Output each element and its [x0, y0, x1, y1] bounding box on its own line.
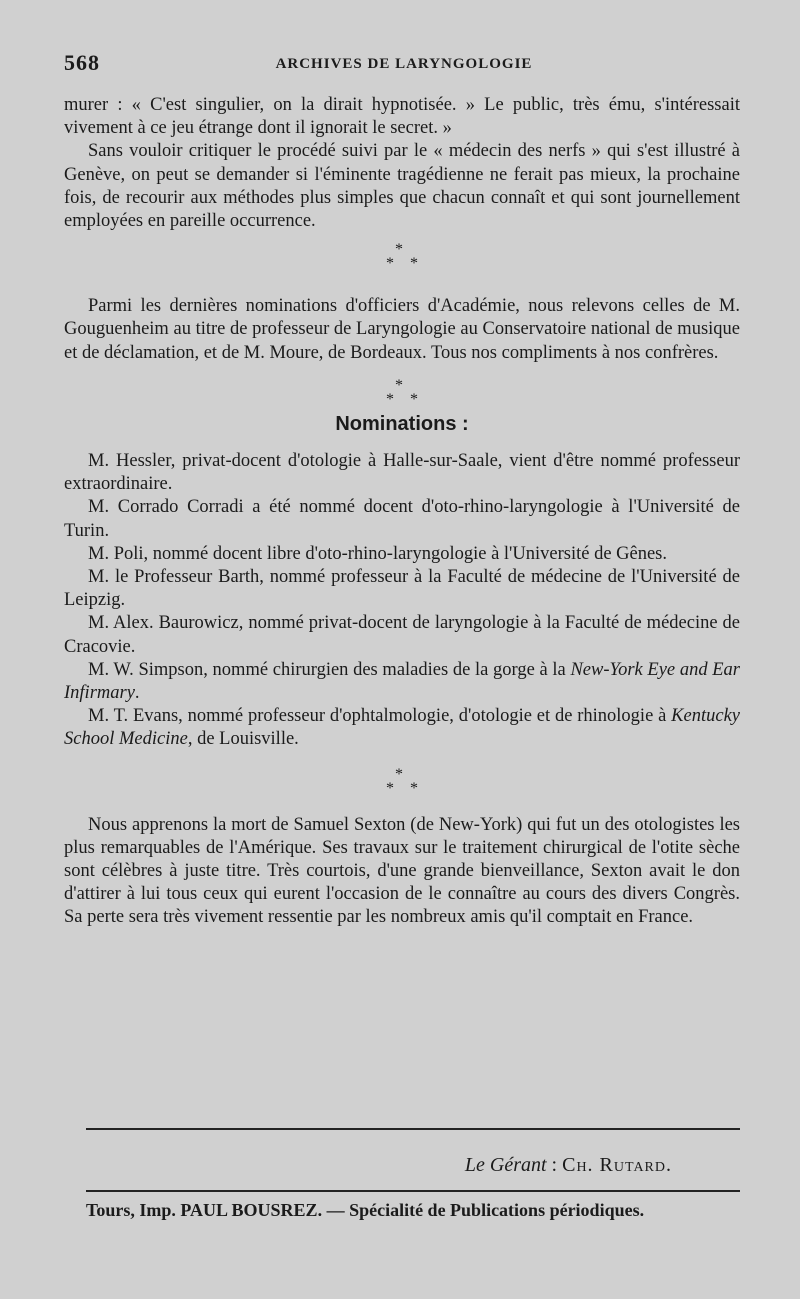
nomination-item [64, 659, 740, 705]
separator-top-star: * [395, 376, 409, 394]
paragraph-critique: Sans vouloir critiquer le procédé suivi par le « médecin des nerfs » qui s'est illustré à Genève, on peut se demander si l'éminente tragédienne ne ferait pas mieux, la prochaine fois, de recourir aux méthodes plus simples que chacun connaît et qui sont journellement employées en pareille occurrence. [64, 141, 740, 232]
separator-top-star: * [395, 765, 409, 783]
nomination-item [64, 705, 740, 751]
institution-name: Kentucky School Medicine [64, 706, 740, 750]
paragraph-academie: Parmi les dernières nominations d'officiers d'Académie, nous relevons celles de M. Gouguenheim au titre de professeur de Laryngologie au Conservatoire national de musique et de déclamation, et de M. Moure, de Bordeaux. Tous nos compliments à nos confrères. [64, 296, 740, 363]
separator-top-star: * [395, 241, 409, 259]
institution-name: New-York Eye and Ear Infirmary [64, 659, 740, 704]
running-title: ARCHIVES DE LARYNGOLOGIE [275, 56, 533, 72]
section-separator [64, 376, 740, 408]
separator-bottom-stars: * * [386, 390, 424, 408]
nomination-item: M. Poli, nommé docent libre d'oto-rhino-laryngologie à l'Université de Gênes. [88, 543, 668, 564]
manager-name: Ch. Rutard. [562, 1154, 672, 1176]
nomination-item: M. Hessler, privat-docent d'otologie à Halle-sur-Saale, vient d'être nommé professeur extraordinaire. [64, 451, 740, 495]
paragraph-obituary: Nous apprenons la mort de Samuel Sexton (de New-York) qui fut un des otologistes les plus remarquables de l'Amérique. Ses travaux sur le traitement chirurgical de l'otite sèche sont célèbres à juste titre. Très courtois, d'une grande bienveillance, Sexton avait le don d'attirer à lui tous ceux qui eurent l'occasion de le connaître au cours des divers Congrès. Sa perte sera très vivement ressentie par les nombreux amis qu'il comptait en France. [64, 814, 740, 928]
separator-bottom-stars: * * [386, 255, 424, 273]
footer-rule-bottom [86, 1190, 740, 1192]
section-separator [64, 765, 740, 797]
nomination-text: M. T. Evans, nommé professeur d'ophtalmologie, d'otologie et de rhinologie à [88, 706, 672, 727]
page-number: 568 [64, 50, 100, 75]
section-separator [64, 243, 740, 271]
printer-imprint: Tours, Imp. PAUL BOUSREZ. — Spécialité de Publications périodiques. [86, 1200, 645, 1220]
page-body [64, 94, 740, 930]
nomination-item: M. Corrado Corradi a été nommé docent d'oto-rhino-laryngologie à l'Université de Turin. [64, 497, 740, 541]
nominations-title: Nominations : [335, 412, 469, 435]
nomination-text: M. W. Simpson, nommé chirurgien des maladies de la gorge à la [88, 659, 571, 680]
nomination-item: M. le Professeur Barth, nommé professeur à la Faculté de médecine de l'Université de Leipzig. [64, 567, 740, 611]
nomination-item: M. Alex. Baurowicz, nommé privat-docent de laryngologie à la Faculté de médecine de Cracovie. [64, 613, 740, 657]
footer-rule-top [86, 1128, 740, 1130]
paragraph-hypnosis-end: murer : « C'est singulier, on la dirait hypnotisée. » Le public, très ému, s'intéressait vivement à ce jeu étrange dont il ignorait le secret. » [64, 95, 740, 139]
nomination-text: , de Louisville. [187, 729, 299, 750]
separator-bottom-stars: * * [386, 779, 424, 797]
manager-separator: : [546, 1154, 563, 1176]
page-header [64, 50, 744, 80]
nomination-text: . [134, 683, 140, 704]
manager-signature [465, 1154, 672, 1177]
manager-label: Le Gérant [464, 1154, 547, 1176]
